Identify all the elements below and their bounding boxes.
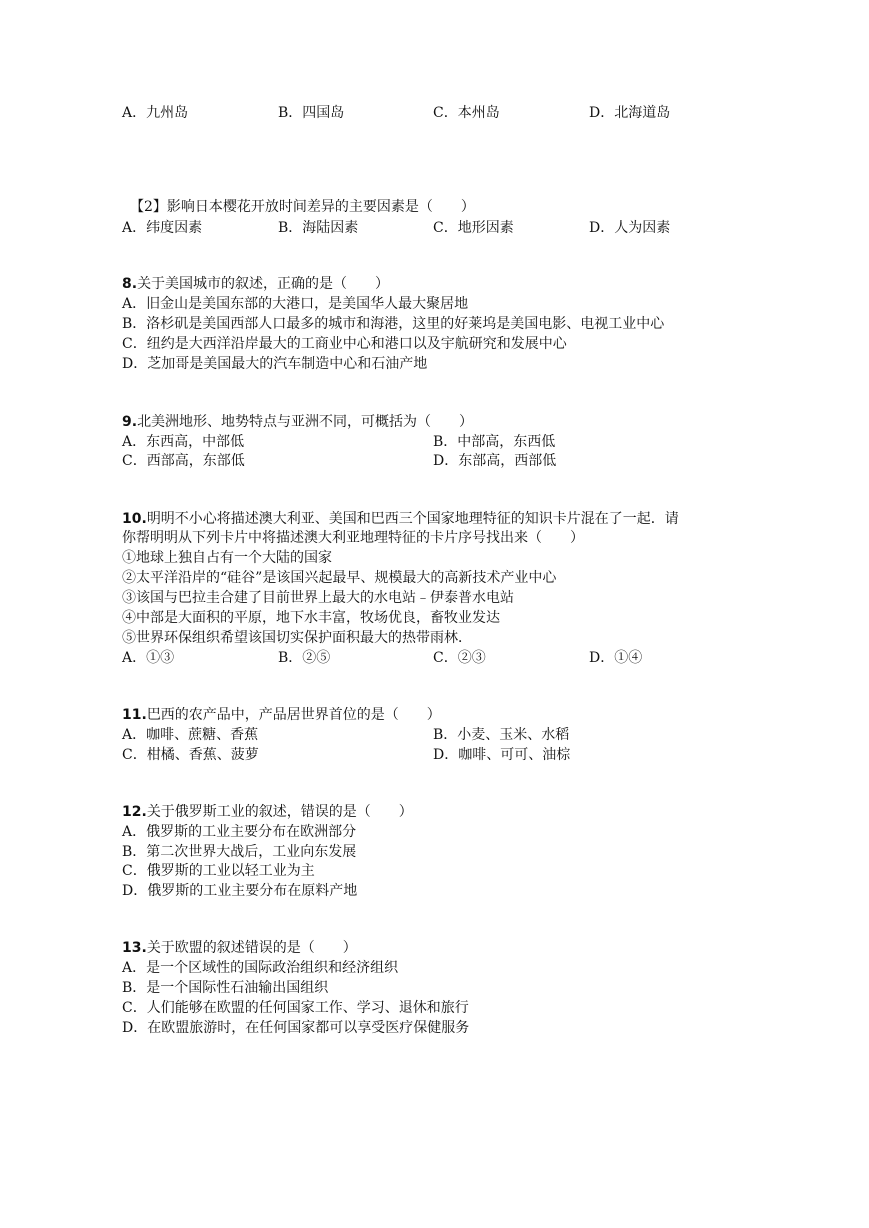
option-a: A．①③ bbox=[122, 650, 175, 666]
question-text: 明明不小心将描述澳大利亚、美国和巴西三个国家地理特征的知识卡片混在了一起．请 bbox=[146, 511, 679, 527]
option-d: D．北海道岛 bbox=[589, 105, 671, 121]
option-d: D．芝加哥是美国最大的汽车制造中心和石油产地 bbox=[122, 356, 428, 372]
question-8-stem bbox=[122, 274, 389, 294]
option-d: D．①④ bbox=[589, 650, 643, 666]
question-number: 12. bbox=[122, 804, 147, 820]
question-13-stem bbox=[122, 938, 357, 958]
option-a: A．旧金山是美国东部的大港口，是美国华人最大聚居地 bbox=[122, 296, 469, 312]
option-c: C．西部高，东部低 bbox=[122, 453, 245, 469]
option-c: C．地形因素 bbox=[433, 220, 514, 236]
option-c: C．俄罗斯的工业以轻工业为主 bbox=[122, 863, 315, 879]
question-text: 关于美国城市的叙述，正确的是（ ） bbox=[137, 276, 390, 292]
question-number: 8. bbox=[122, 276, 138, 292]
question-12-stem bbox=[122, 802, 413, 822]
question-text: 关于欧盟的叙述错误的是（ ） bbox=[146, 940, 357, 956]
question-number: 13. bbox=[122, 940, 147, 956]
option-c: C．人们能够在欧盟的任何国家工作、学习、退休和旅行 bbox=[122, 1000, 469, 1016]
option-b: B．第二次世界大战后，工业向东发展 bbox=[122, 844, 357, 860]
question-number: 10. bbox=[122, 511, 147, 527]
option-a: A．东西高，中部低 bbox=[122, 434, 245, 450]
question-10-stem bbox=[122, 509, 679, 529]
card-item: ③该国与巴拉圭合建了目前世界上最大的水电站﹣伊泰普水电站 bbox=[122, 590, 514, 606]
option-d: D．俄罗斯的工业主要分布在原料产地 bbox=[122, 883, 358, 899]
question-11-stem bbox=[122, 705, 441, 725]
option-d: D．人为因素 bbox=[589, 220, 671, 236]
option-d: D．东部高，西部低 bbox=[433, 453, 557, 469]
option-d: D．咖啡、可可、油棕 bbox=[433, 747, 571, 763]
option-b: B．四国岛 bbox=[278, 105, 345, 121]
card-item: ④中部是大面积的平原，地下水丰富，牧场优良，畜牧业发达 bbox=[122, 610, 500, 626]
option-c: C．柑橘、香蕉、菠萝 bbox=[122, 747, 259, 763]
question-9-stem bbox=[122, 412, 473, 432]
option-a: A．纬度因素 bbox=[122, 220, 203, 236]
question-text: 关于俄罗斯工业的叙述，错误的是（ ） bbox=[146, 804, 413, 820]
card-item: ⑤世界环保组织希望该国切实保护面积最大的热带雨林． bbox=[122, 630, 472, 646]
option-c: C．纽约是大西洋沿岸最大的工商业中心和港口以及宇航研究和发展中心 bbox=[122, 336, 567, 352]
option-b: B．海陆因素 bbox=[278, 220, 359, 236]
option-a: A．是一个区域性的国际政治组织和经济组织 bbox=[122, 960, 399, 976]
question-number: 9. bbox=[122, 414, 138, 430]
question-text-continued: 你帮明明从下列卡片中将描述澳大利亚地理特征的卡片序号找出来（ ） bbox=[122, 530, 584, 546]
option-d: D．在欧盟旅游时，在任何国家都可以享受医疗保健服务 bbox=[122, 1020, 470, 1036]
option-c: C．②③ bbox=[433, 650, 486, 666]
question-number: 11. bbox=[122, 707, 147, 723]
option-b: B．洛杉矶是美国西部人口最多的城市和海港，这里的好莱坞是美国电影、电视工业中心 bbox=[122, 316, 665, 332]
card-item: ①地球上独自占有一个大陆的国家 bbox=[122, 550, 332, 566]
option-a: A．咖啡、蔗糖、香蕉 bbox=[122, 727, 259, 743]
card-item: ②太平洋沿岸的“硅谷”是该国兴起最早、规模最大的高新技术产业中心 bbox=[122, 570, 557, 586]
question-text: 巴西的农产品中，产品居世界首位的是（ ） bbox=[146, 707, 441, 723]
option-b: B．是一个国际性石油输出国组织 bbox=[122, 980, 329, 996]
option-b: B．小麦、玉米、水稻 bbox=[433, 727, 570, 743]
option-a: A．俄罗斯的工业主要分布在欧洲部分 bbox=[122, 824, 357, 840]
option-b: B．②⑤ bbox=[278, 650, 331, 666]
question-text: 北美洲地形、地势特点与亚洲不同，可概括为（ ） bbox=[137, 414, 474, 430]
option-c: C．本州岛 bbox=[433, 105, 500, 121]
option-a: A．九州岛 bbox=[122, 105, 189, 121]
option-b: B．中部高，东西低 bbox=[433, 434, 556, 450]
question-stem: 【2】影响日本樱花开放时间差异的主要因素是（ ） bbox=[130, 199, 475, 215]
